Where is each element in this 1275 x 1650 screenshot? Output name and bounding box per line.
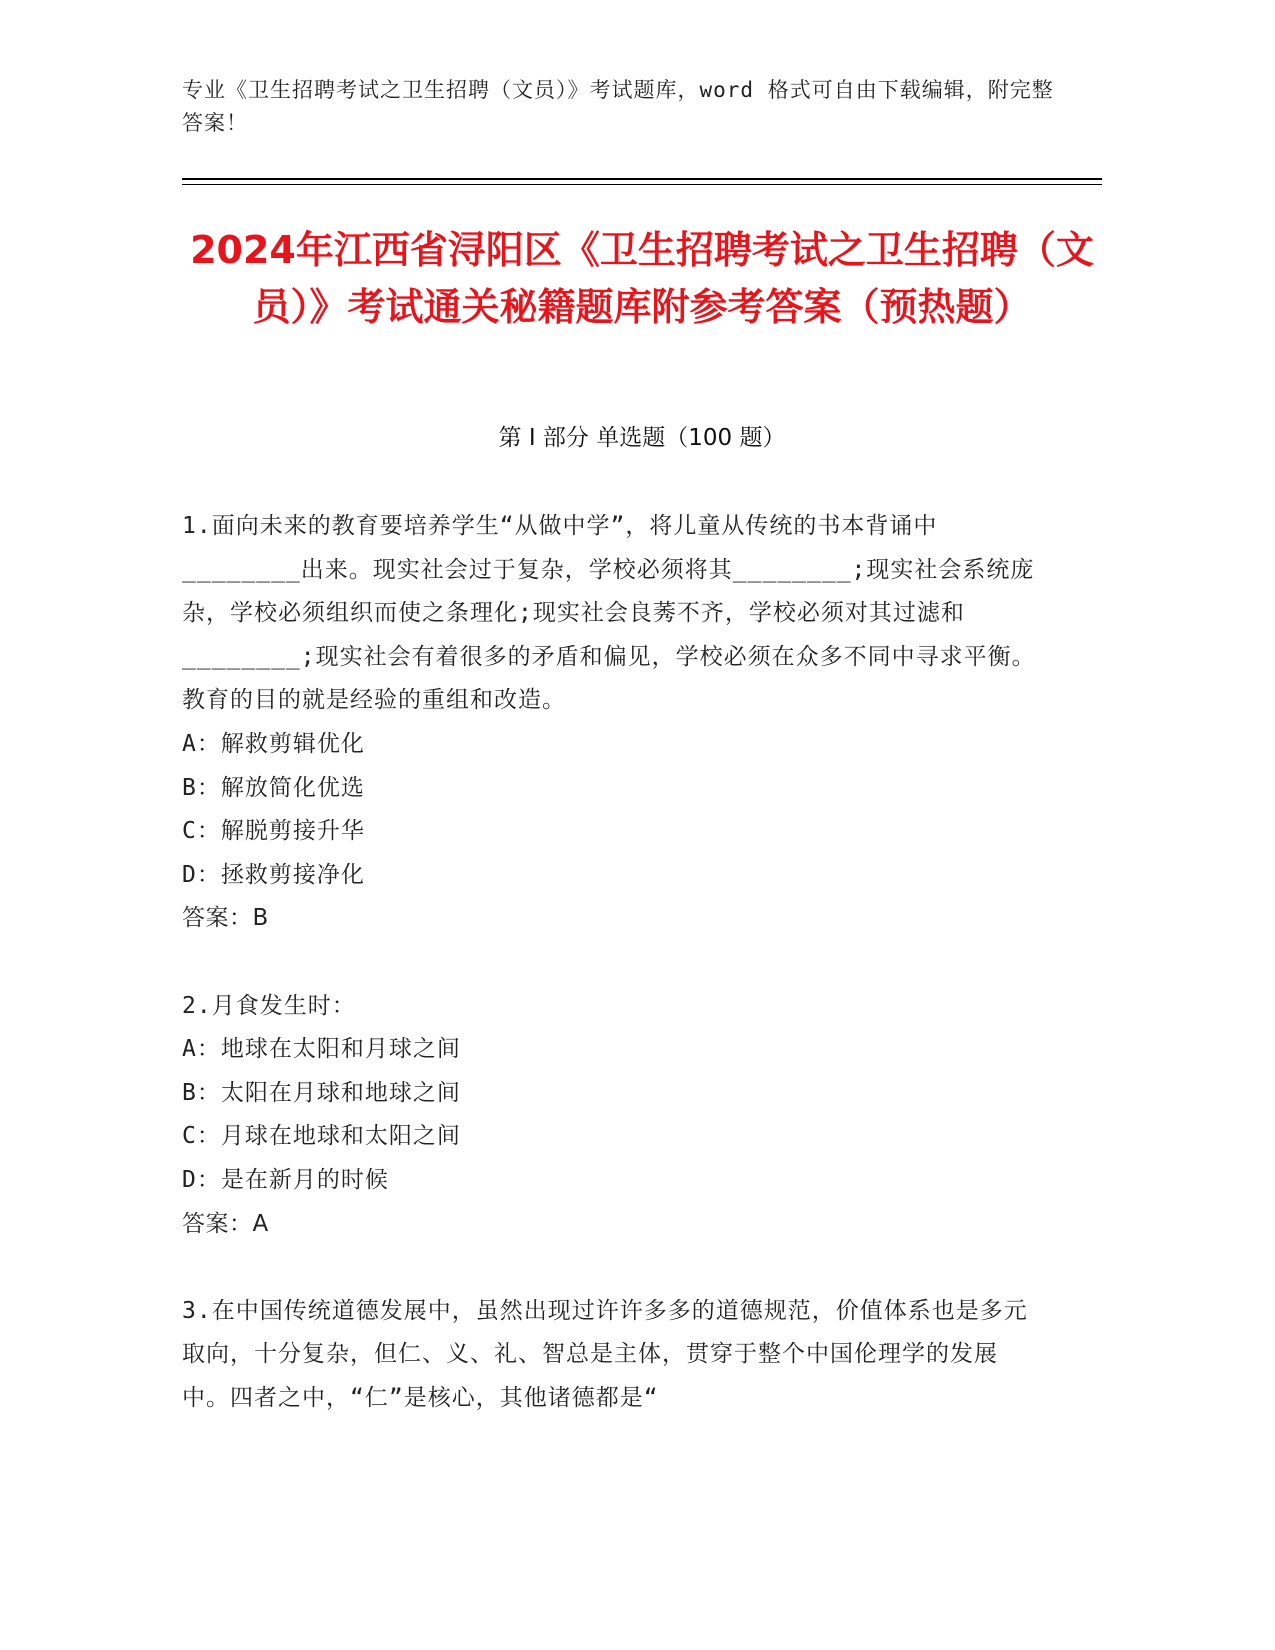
question-3 bbox=[182, 1290, 1042, 1421]
answer-line: 答案：B bbox=[182, 905, 269, 932]
option-d: D：是在新月的时候 bbox=[182, 1166, 389, 1193]
option-a: A：地球在太阳和月球之间 bbox=[182, 1036, 461, 1063]
answer-line: 答案：A bbox=[182, 1210, 269, 1237]
header-divider-thick bbox=[182, 178, 1102, 180]
option-c: C：月球在地球和太阳之间 bbox=[182, 1123, 461, 1150]
option-c: C：解脱剪接升华 bbox=[182, 818, 365, 845]
option-a: A：解救剪辑优化 bbox=[182, 730, 365, 757]
question-stem: 1.面向未来的教育要培养学生“从做中学”，将儿童从传统的书本背诵中________出来。现实社会过于复杂，学校必须将其________;现实社会系统庞杂，学校必须组织而使之条理化;现实社会良莠不齐，学校必须对其过滤和________;现实社会有着很多的矛盾和偏见，学校必须在众多不同中寻求平衡。教育的目的就是经验的重组和改造。 bbox=[182, 513, 1036, 714]
option-b: B：太阳在月球和地球之间 bbox=[182, 1079, 461, 1106]
header-divider-thin bbox=[182, 184, 1102, 185]
question-list bbox=[182, 505, 1042, 1464]
option-b: B：解放简化优选 bbox=[182, 774, 365, 801]
document-title: 2024年江西省浔阳区《卫生招聘考试之卫生招聘（文员）》考试通关秘籍题库附参考答案（预热题） bbox=[190, 228, 1094, 329]
question-1 bbox=[182, 505, 1042, 941]
section-title: 第 I 部分 单选题（100 题） bbox=[498, 425, 786, 451]
question-stem: 2.月食发生时： bbox=[182, 992, 356, 1019]
header-note: 专业《卫生招聘考试之卫生招聘（文员）》考试题库，word 格式可自由下载编辑，附完整答案！ bbox=[182, 78, 1054, 135]
option-d: D：拯救剪接净化 bbox=[182, 861, 365, 888]
question-2 bbox=[182, 985, 1042, 1247]
question-stem: 3.在中国传统道德发展中，虽然出现过许许多多的道德规范，价值体系也是多元取向，十分复杂，但仁、义、礼、智总是主体，贯穿于整个中国伦理学的发展中。四者之中，“仁”是核心，其他诸德都是“ bbox=[182, 1297, 1028, 1411]
